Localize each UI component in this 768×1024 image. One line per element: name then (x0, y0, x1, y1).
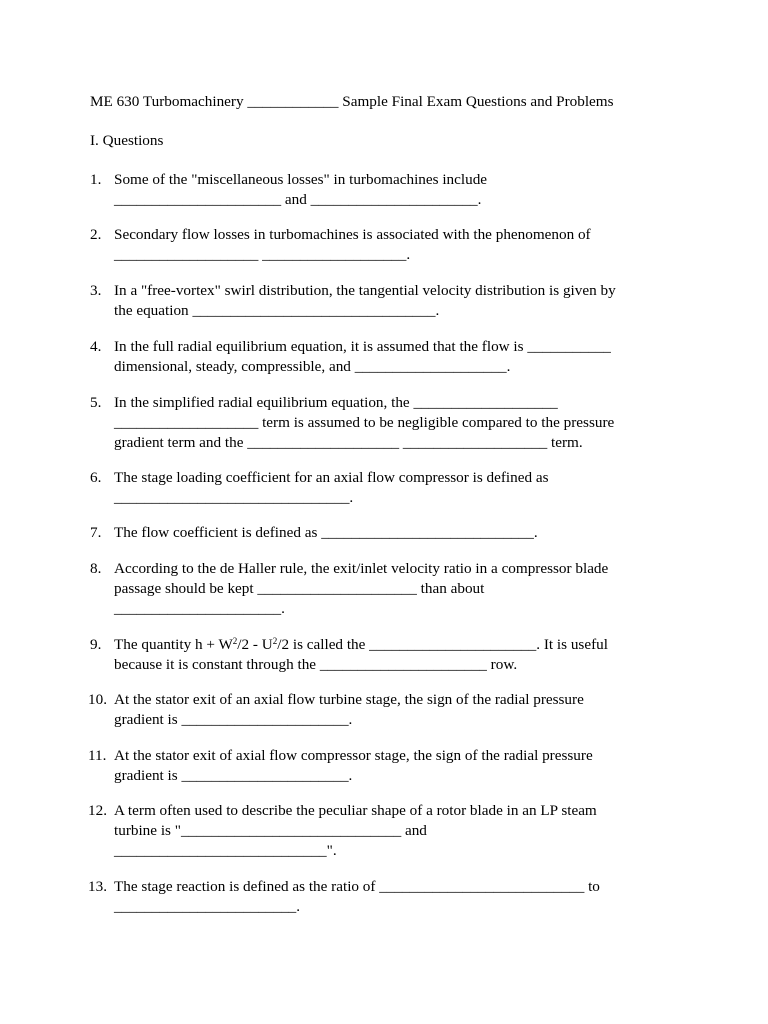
question-text: According to the de Haller rule, the exit/inlet velocity ratio in a compressor blade (114, 560, 609, 577)
question-number: 12. (88, 802, 107, 819)
question-text-part: /2 - U (237, 636, 273, 653)
question-number: 2. (90, 226, 102, 243)
question-number: 11. (88, 747, 107, 764)
question-text: ___________________ ___________________. (114, 246, 411, 263)
question-number: 6. (90, 469, 102, 486)
question-number: 5. (90, 394, 102, 411)
question-number: 1. (90, 171, 102, 188)
question-text: gradient term and the ____________________ ___________________ term. (114, 434, 583, 451)
question-text: The flow coefficient is defined as ____________________________. (114, 524, 538, 541)
question-text: The stage loading coefficient for an axial flow compressor is defined as (114, 469, 549, 486)
question-number: 7. (90, 524, 102, 541)
question-number: 13. (88, 878, 107, 895)
question-text: ________________________. (114, 898, 301, 915)
question-number: 8. (90, 560, 102, 577)
question-number: 4. (90, 338, 102, 355)
question-text: dimensional, steady, compressible, and ____________________. (114, 358, 511, 375)
question-text-part: The quantity h + W (114, 636, 233, 653)
question-text-part: /2 is called the ______________________. It is useful (277, 636, 608, 653)
question-text: In the simplified radial equilibrium equation, the ___________________ (114, 394, 558, 411)
question-text: passage should be kept _____________________ than about (114, 580, 485, 597)
question-text: turbine is "_____________________________ and (114, 822, 427, 839)
page-title: ME 630 Turbomachinery ____________ Sample Final Exam Questions and Problems (90, 93, 614, 110)
question-text: In a "free-vortex" swirl distribution, the tangential velocity distribution is given by (114, 282, 616, 299)
question-number: 10. (88, 691, 107, 708)
question-text (114, 635, 608, 655)
question-number: 9. (90, 636, 102, 653)
question-text: ______________________ and ______________________. (114, 191, 482, 208)
question-text: ______________________. (114, 600, 285, 617)
question-text: Secondary flow losses in turbomachines is associated with the phenomenon of (114, 226, 591, 243)
question-text: The stage reaction is defined as the ratio of ___________________________ to (114, 878, 600, 895)
superscript: 2 (272, 636, 278, 646)
question-text: Some of the "miscellaneous losses" in turbomachines include (114, 171, 488, 188)
question-text: gradient is ______________________. (114, 711, 353, 728)
question-text: _______________________________. (114, 489, 354, 506)
question-text: ___________________ term is assumed to be negligible compared to the pressure (114, 414, 615, 431)
question-text: because it is constant through the ______________________ row. (114, 656, 518, 673)
question-text: At the stator exit of an axial flow turbine stage, the sign of the radial pressure (114, 691, 584, 708)
question-number: 3. (90, 282, 102, 299)
question-text: A term often used to describe the peculiar shape of a rotor blade in an LP steam (114, 802, 597, 819)
question-text: ____________________________". (114, 842, 337, 859)
question-text: gradient is ______________________. (114, 767, 353, 784)
question-text: the equation ________________________________. (114, 302, 440, 319)
question-text: In the full radial equilibrium equation, it is assumed that the flow is ___________ (114, 338, 611, 355)
superscript: 2 (232, 636, 238, 646)
section-heading: I. Questions (90, 132, 164, 149)
question-text: At the stator exit of axial flow compressor stage, the sign of the radial pressure (114, 747, 593, 764)
